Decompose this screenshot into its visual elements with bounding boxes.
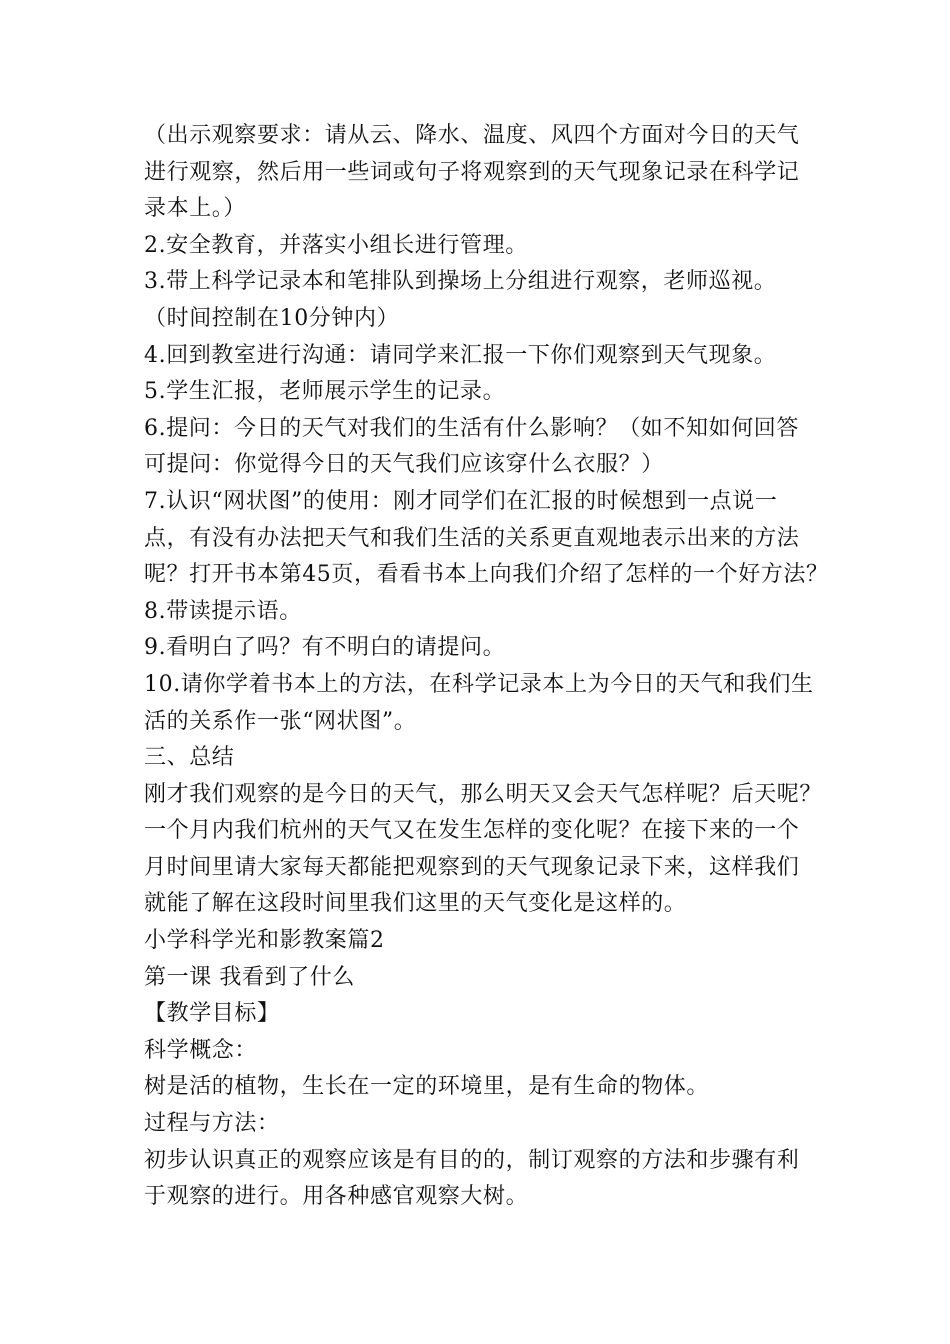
text-line: 初步认识真正的观察应该是有目的的，制订观察的方法和步骤有利 [144, 1147, 800, 1173]
subheading: 科学概念： [144, 1037, 258, 1063]
subheading: 过程与方法： [144, 1111, 280, 1137]
document-body [144, 118, 829, 1216]
text-line: 9.看明白了吗？有不明白的请提问。 [144, 635, 506, 661]
text-line: 进行观察，然后用一些词或句子将观察到的天气现象记录在科学记 [144, 159, 800, 185]
lesson-title: 第一课 我看到了什么 [144, 964, 355, 990]
text-line: 录本上。） [144, 196, 247, 222]
text-line: 2.安全教育，并落实小组长进行管理。 [144, 232, 528, 258]
section-heading: 【教学目标】 [144, 1001, 280, 1027]
text-line: 于观察的进行。用各种感官观察大树。 [144, 1184, 529, 1210]
text-line: 可提问：你觉得今日的天气我们应该穿什么衣服？） [144, 452, 664, 478]
text-line: 10.请你学着书本上的方法，在科学记录本上为今日的天气和我们生 [144, 671, 814, 697]
text-line: 8.带读提示语。 [144, 598, 302, 624]
text-line: 月时间里请大家每天都能把观察到的天气现象记录下来，这样我们 [144, 854, 800, 880]
text-line: 5.学生汇报，老师展示学生的记录。 [144, 379, 506, 405]
text-line: 树是活的植物，生长在一定的环境里，是有生命的物体。 [144, 1074, 710, 1100]
text-line: 6.提问：今日的天气对我们的生活有什么影响？（如不知如何回答 [144, 415, 799, 441]
text-line: 点，有没有办法把天气和我们生活的关系更直观地表示出来的方法 [144, 525, 800, 551]
text-line: 就能了解在这段时间里我们这里的天气变化是这样的。 [144, 891, 687, 917]
text-line: 3.带上科学记录本和笔排队到操场上分组进行观察，老师巡视。 [144, 269, 777, 295]
article-title: 小学科学光和影教案篇2 [144, 928, 385, 954]
text-line: 4.回到教室进行沟通：请同学来汇报一下你们观察到天气现象。 [144, 342, 777, 368]
text-line: 呢？打开书本第45页，看看书本上向我们介绍了怎样的一个好方法？ [144, 562, 829, 588]
text-line: 一个月内我们杭州的天气又在发生怎样的变化呢？在接下来的一个 [144, 818, 800, 844]
section-heading: 三、总结 [144, 745, 235, 771]
text-line: 7.认识“网状图”的使用：刚才同学们在汇报的时候想到一点说一 [144, 488, 778, 514]
text-line: （出示观察要求：请从云、降水、温度、风四个方面对今日的天气 [144, 123, 800, 148]
text-line: 活的关系作一张“网状图”。 [144, 708, 417, 734]
text-line: （时间控制在10分钟内） [144, 305, 400, 331]
text-line: 刚才我们观察的是今日的天气，那么明天又会天气怎样呢？后天呢？ [144, 781, 823, 807]
